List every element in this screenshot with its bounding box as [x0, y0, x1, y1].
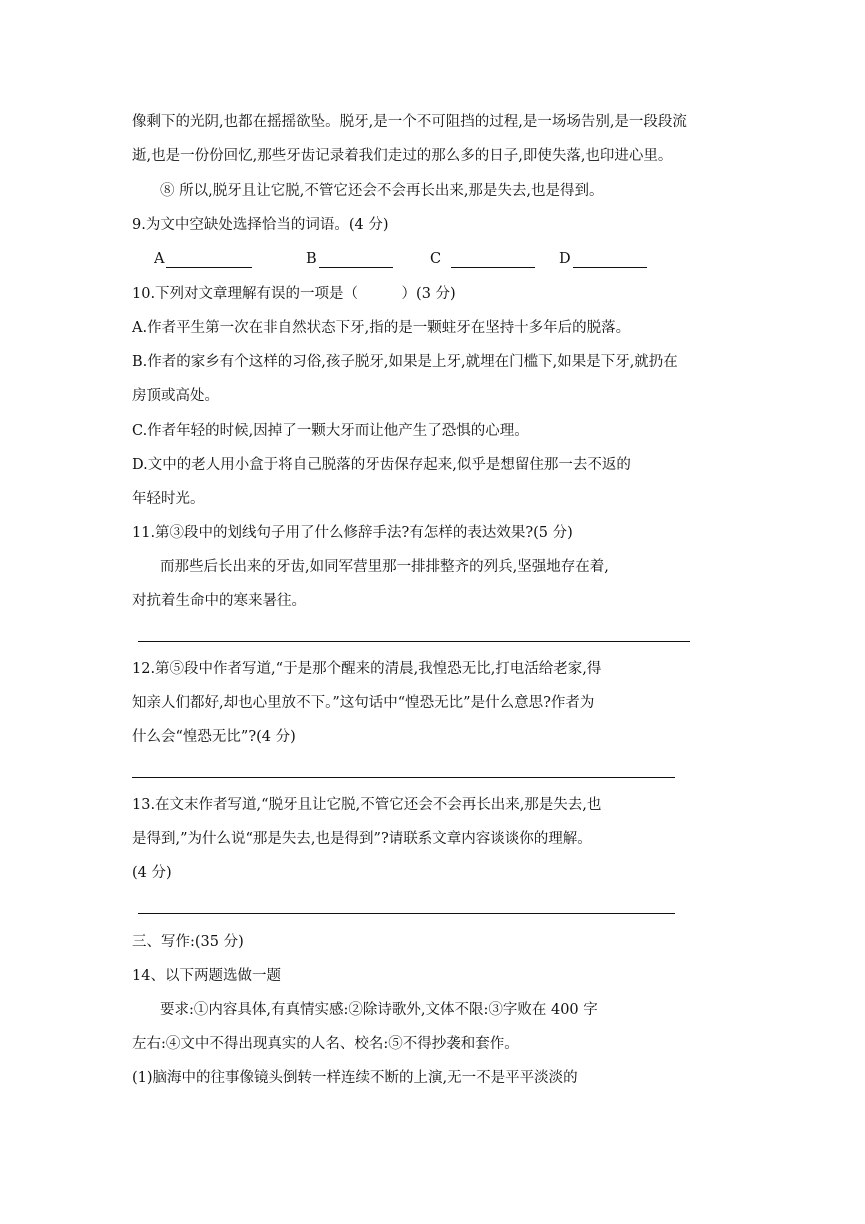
choice-label: D: [559, 251, 571, 267]
requirements-continued: 左右:④文中不得出现真实的人名、校名:⑤不得抄袭和套作。: [132, 1036, 519, 1052]
text-line: 逝,也是一份份回忆,那些牙齿记录着我们走过的那么多的日子,即使失落,也印进心里。: [132, 148, 673, 164]
answer-blank[interactable]: [166, 253, 252, 268]
question-stem: 11.第③段中的划线句子用了什么修辞手法?有怎样的表达效果?(5 分): [132, 525, 573, 541]
text-line: ⑧ 所以,脱牙且让它脱,不管它还会不会再长出来,那是失去,也是得到。: [160, 183, 604, 199]
choice-c: [430, 250, 535, 268]
question-stem: 14、以下两题选做一题: [132, 968, 281, 984]
answer-blank[interactable]: [573, 253, 647, 268]
answer-line[interactable]: [138, 641, 690, 642]
choice-label: B: [306, 251, 317, 267]
question-stem-continued: 什么会“惶恐无比”?(4 分): [132, 729, 296, 745]
choice-a: [154, 250, 252, 268]
answer-line[interactable]: [138, 913, 675, 914]
question-stem: 9.为文中空缺处选择恰当的词语。(4 分): [132, 217, 389, 233]
option-b-continued: 房顶或高处。: [132, 388, 219, 404]
option-d-continued: 年轻时光。: [132, 491, 205, 507]
requirements: 要求:①内容具体,有真情实感:②除诗歌外,文体不限:③字败在 400 字: [160, 1002, 598, 1018]
answer-blank[interactable]: [451, 253, 535, 268]
question-stem: 12.第⑤段中作者写道,“于是那个醒来的清晨,我惶恐无比,打电活给老家,得: [132, 661, 602, 677]
choice-label: A: [154, 251, 165, 267]
choice-b: [306, 250, 393, 268]
option-d: D.文中的老人用小盒于将自己脱落的牙齿保存起来,似乎是想留住那一去不返的: [132, 457, 631, 473]
question-stem-continued: 是得到,”为什么说“那是失去,也是得到”?请联系文章内容谈谈你的理解。: [132, 831, 592, 847]
quoted-sentence: 而那些后长出来的牙齿,如同军营里那一排排整齐的列兵,坚强地存在着,: [160, 559, 609, 575]
answer-line[interactable]: [132, 777, 675, 778]
quoted-sentence-continued: 对抗着生命中的寒来暑往。: [132, 593, 306, 609]
choice-d: [559, 250, 647, 268]
text-line: 像剩下的光阴,也都在摇摇欲坠。脱牙,是一个不可阻挡的过程,是一场场告别,是一段段流: [132, 114, 687, 130]
question-stem: 13.在文末作者写道,“脱牙且让它脱,不管它还会不会再长出来,那是失去,也: [132, 797, 602, 813]
topic-1: (1)脑海中的往事像镜头倒转一样连续不断的上演,无一不是平平淡淡的: [132, 1070, 578, 1086]
choice-label: C: [430, 251, 442, 267]
question-stem-continued: 知亲人们都好,却也心里放不下。”这句话中“惶恐无比”是什么意思?作者为: [132, 695, 595, 711]
option-b: B.作者的家乡有个这样的习俗,孩子脱牙,如果是上牙,就埋在门槛下,如果是下牙,就扔在: [132, 354, 678, 370]
section-title: 三、写作:(35 分): [132, 934, 244, 950]
answer-blank[interactable]: [319, 253, 393, 268]
question-stem: 10.下列对文章理解有误的一项是（ ）(3 分): [132, 286, 456, 302]
option-c: C.作者年轻的时候,因掉了一颗大牙而让他产生了恐惧的心理。: [132, 423, 529, 439]
question-stem-continued: (4 分): [132, 865, 172, 881]
option-a: A.作者平生第一次在非自然状态下牙,指的是一颗蛀牙在坚持十多年后的脱落。: [132, 320, 631, 336]
